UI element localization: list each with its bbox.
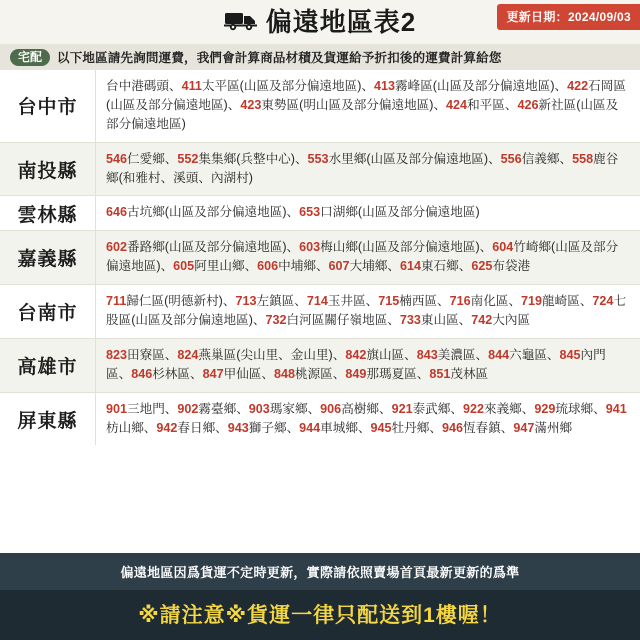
footer-note: 偏遠地區因爲貨運不定時更新，實際請依照賣場首頁最新更新的爲準 — [0, 553, 640, 590]
table-row — [0, 196, 640, 231]
region-areas: 711歸仁區(明德新村)、713左鎮區、714玉井區、715楠西區、716南化區、719龍崎區、724七股區(山區及部分偏遠地區)、732白河區關仔嶺地區、733東山區、742大內區 — [106, 294, 627, 328]
region-name: 南投縣 — [0, 143, 96, 196]
table-row — [0, 231, 640, 285]
shipping-notice-bar — [0, 44, 640, 70]
region-name: 高雄市 — [0, 339, 96, 392]
table-row — [0, 143, 640, 197]
region-name: 台南市 — [0, 285, 96, 338]
region-areas: 602番路鄉(山區及部分偏遠地區)、603梅山鄉(山區及部分偏遠地區)、604竹崎鄉(山區及部分偏遠地區)、605阿里山鄉、606中埔鄉、607大埔鄉、614東石鄉、625布袋港 — [106, 240, 619, 274]
delivery-tag: 宅配 — [10, 49, 50, 66]
table-row — [0, 393, 640, 446]
region-areas: 546仁愛鄉、552集集鄉(兵整中心)、553水里鄉(山區及部分偏遠地區)、556信義鄉、558鹿谷鄉(和雅村、溪頭、內湖村) — [106, 151, 619, 185]
region-name: 雲林縣 — [0, 196, 96, 230]
page-title: 偏遠地區表2 — [265, 7, 417, 37]
region-name: 台中市 — [0, 70, 96, 142]
title-group — [224, 9, 416, 36]
table-row — [0, 70, 640, 143]
page-header — [0, 0, 640, 44]
region-areas: 646古坑鄉(山區及部分偏遠地區)、653口湖鄉(山區及部分偏遠地區) — [106, 205, 480, 220]
region-name: 屏東縣 — [0, 393, 96, 446]
truck-icon — [224, 9, 258, 36]
table-row — [0, 285, 640, 339]
region-name: 嘉義縣 — [0, 231, 96, 284]
region-areas: 823田寮區、824燕巢區(尖山里、金山里)、842旗山區、843美濃區、844六龜區、845內門區、846杉林區、847甲仙區、848桃源區、849那瑪夏區、851茂林區 — [106, 347, 606, 381]
footer-alert: ※請注意※貨運一律只配送到1樓喔！ — [0, 590, 640, 640]
region-areas: 901三地門、902霧臺鄉、903瑪家鄉、906高樹鄉、921泰武鄉、922來義鄉、929琉球鄉、941枋山鄉、942春日鄉、943獅子鄉、944車城鄉、945牡丹鄉、946恆春鎮、947滿州鄉 — [106, 401, 627, 435]
notice-text: 以下地區請先詢問運費，我們會計算商品材積及貨運給予折扣後的運費計算給您 — [57, 51, 502, 65]
region-table — [0, 70, 640, 553]
region-areas: 台中港碼頭、411太平區(山區及部分偏遠地區)、413霧峰區(山區及部分偏遠地區)、422石岡區(山區及部分偏遠地區)、423東勢區(明山區及部分偏遠地區)、424和平區、426新社區(山區及部分偏遠地區) — [106, 79, 626, 131]
update-date-badge: 更新日期：2024/09/03 — [497, 4, 640, 30]
table-row — [0, 339, 640, 393]
